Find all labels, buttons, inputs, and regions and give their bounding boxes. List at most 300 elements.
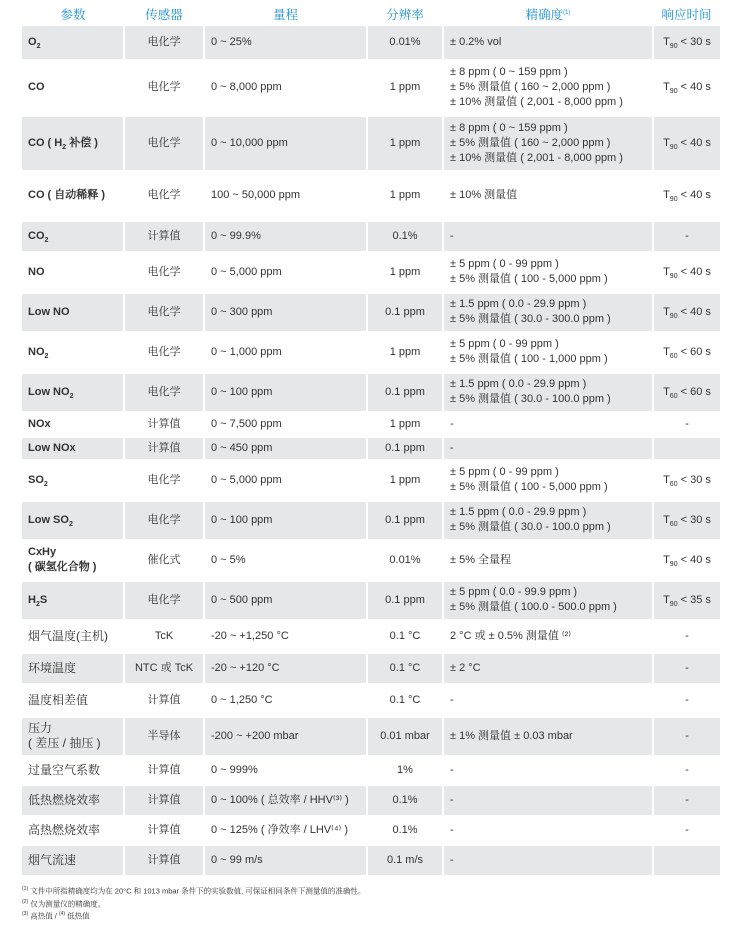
range-cell: 0 ~ 100 ppm [204,372,367,412]
response-symbol: - [685,229,689,242]
accuracy-line: ± 5 ppm ( 0 - 99 ppm ) [450,338,559,350]
accuracy-line: ± 10% 测量值 ( 2,001 - 8,000 ppm ) [450,96,623,108]
accuracy-cell [443,684,653,716]
response-symbol: - [685,417,689,430]
footnote-text: 文件中所指精确度均为在 20°C 和 1013 mbar 条件下的实验数值, 可保证相同条件下测量值的准确性。 [28,886,366,896]
param-cell [22,26,124,60]
sensor-cell: 计算值 [124,784,204,816]
param-main: SO [28,473,44,486]
accuracy-cell [443,784,653,816]
resolution-cell: 1 ppm [367,332,443,372]
table-row-excess-air [22,756,720,784]
param-main: O [28,35,37,48]
response-subscript: 90 [669,196,678,203]
response-subscript: 90 [669,272,678,280]
table-row-co [22,60,720,115]
response-cell [653,115,720,171]
response-symbol: - [685,823,689,836]
param-main: Low NOx [28,441,76,454]
sensor-cell: 电化学 [124,372,204,412]
param-subscript: 2 [69,392,74,400]
range-cell: 0 ~ 1,000 ppm [204,332,367,372]
response-symbol: T [663,189,670,201]
response-subscript: 90 [669,42,678,50]
response-symbol: T [663,35,670,48]
range-cell: 0 ~ 450 ppm [204,436,367,460]
param-subscript: 2 [68,520,73,528]
range-cell: 0 ~ 1,250 °C [204,684,367,716]
param-name [28,823,117,838]
param-note: ( 差压 / 抽压 ) [28,736,101,750]
param-subscript: 2 [44,352,49,360]
param-cell [22,652,124,684]
table-row-nox [22,412,720,436]
param-cell [22,620,124,652]
accuracy-cell [443,220,653,252]
accuracy-cell [443,436,653,460]
param-subscript: 2 [43,480,48,488]
accuracy-line: 2 °C 或 ± 0.5% 测量值 ⁽²⁾ [450,629,571,642]
footnote-2 [22,897,722,910]
param-cell [22,500,124,540]
table-row-flue-temp [22,620,720,652]
param-name [28,853,117,868]
resolution-cell: 1 ppm [367,460,443,500]
response-cell [653,292,720,332]
response-symbol: - [685,793,689,806]
resolution-cell: 0.1 °C [367,684,443,716]
param-subscript: 2 [36,42,41,50]
param-name [28,693,117,708]
response-subscript: 90 [669,600,678,608]
sensor-cell: 电化学 [124,580,204,620]
response-symbol: - [685,629,689,642]
param-main: NO [28,265,45,278]
resolution-cell: 1 ppm [367,412,443,436]
accuracy-line: - [450,793,454,806]
accuracy-cell [443,580,653,620]
param-suffix: S [39,593,48,606]
range-cell: -20 ~ +1,250 °C [204,620,367,652]
response-cell [653,816,720,844]
param-cell [22,784,124,816]
accuracy-line: ± 8 ppm ( 0 ~ 159 ppm ) [450,121,568,134]
param-cell [22,60,124,115]
param-name [28,721,117,736]
accuracy-cell [443,332,653,372]
resolution-cell: 1 ppm [367,115,443,171]
param-cell [22,844,124,876]
response-cell [653,716,720,756]
param-cell [22,580,124,620]
param-name [28,417,117,432]
accuracy-line: - [450,853,454,866]
response-cell [653,540,720,580]
table-header-row [22,4,720,26]
accuracy-cell [443,460,653,500]
param-main: Low NO [28,385,70,398]
range-cell: 0 ~ 100% ( 总效率 / HHV⁽³⁾ ) [204,784,367,816]
accuracy-line: ± 1.5 ppm ( 0.0 - 29.9 ppm ) [450,506,587,518]
sensor-cell: 电化学 [124,292,204,332]
table-row-low-nox [22,436,720,460]
param-main: 温度相差值 [28,692,89,707]
param-cell [22,816,124,844]
param-note: ( 碳氢化合物 ) [28,561,97,573]
param-subscript: 2 [62,143,67,151]
range-cell: 0 ~ 125% ( 净效率 / LHV⁽⁴⁾ ) [204,816,367,844]
header-accuracy-label: 精确度 [525,8,564,23]
table-row-high-eff [22,816,720,844]
sensor-cell: 电化学 [124,115,204,171]
resolution-cell: 0.1 ppm [367,500,443,540]
range-cell: 0 ~ 8,000 ppm [204,60,367,115]
sensor-cell: 计算值 [124,220,204,252]
param-main: NO [28,345,45,358]
accuracy-line: - [450,763,454,776]
response-cell [653,412,720,436]
param-name [28,265,117,280]
sensor-cell: 电化学 [124,171,204,220]
response-value: < 40 s [677,81,711,93]
response-cell [653,580,720,620]
response-subscript: 60 [669,480,678,488]
param-cell [22,460,124,500]
accuracy-line: ± 10% 测量值 [450,189,518,201]
table-row-co-h2 [22,115,720,171]
param-main: CO ( 自动稀释 ) [28,189,105,201]
param-cell [22,115,124,171]
response-subscript: 90 [669,143,678,151]
resolution-cell: 0.1 °C [367,652,443,684]
footnote-1 [22,884,722,897]
resolution-cell: 0.1 ppm [367,436,443,460]
param-name [28,473,117,488]
param-name [28,441,117,456]
table-row-co2 [22,220,720,252]
param-cell [22,716,124,756]
response-cell [653,252,720,292]
table-row-low-no [22,292,720,332]
resolution-cell: 1 ppm [367,60,443,115]
resolution-cell: 0.01% [367,26,443,60]
param-cell [22,252,124,292]
accuracy-cell [443,500,653,540]
accuracy-line: ± 1.5 ppm ( 0.0 - 29.9 ppm ) [450,298,587,310]
range-cell: 0 ~ 99 m/s [204,844,367,876]
sensor-cell: 催化式 [124,540,204,580]
footnote-mark: (2) [22,898,29,905]
response-subscript: 90 [669,560,678,568]
param-cell [22,412,124,436]
accuracy-cell [443,171,653,220]
accuracy-line: ± 10% 测量值 ( 2,001 - 8,000 ppm ) [450,151,623,164]
resolution-cell: 0.1 m/s [367,844,443,876]
resolution-cell: 0.1 ppm [367,580,443,620]
table-row-ambient-temp [22,652,720,684]
response-subscript: 60 [669,352,678,360]
response-symbol: T [663,81,670,93]
accuracy-line: ± 5 ppm ( 0.0 - 99.9 ppm ) [450,586,578,598]
param-main: Low SO [28,513,69,526]
accuracy-line: ± 8 ppm ( 0 ~ 159 ppm ) [450,66,568,78]
response-symbol: T [663,136,670,149]
param-main: 高热燃烧效率 [28,822,101,837]
range-cell: 0 ~ 5% [204,540,367,580]
param-name [28,629,117,644]
response-symbol: T [663,553,670,566]
param-cell [22,436,124,460]
accuracy-cell [443,60,653,115]
response-symbol: T [663,385,670,398]
accuracy-cell [443,252,653,292]
param-name [28,593,117,608]
response-value: < 40 s [677,305,711,318]
sensor-cell: NTC 或 TcK [124,652,204,684]
sensor-cell: TcK [124,620,204,652]
range-cell: -20 ~ +120 °C [204,652,367,684]
param-name [28,793,117,808]
resolution-cell: 1% [367,756,443,784]
response-subscript: 90 [669,88,678,95]
accuracy-line: ± 5 ppm ( 0 - 99 ppm ) [450,258,559,270]
response-value: < 60 s [677,385,711,398]
sensor-cell: 半导体 [124,716,204,756]
resolution-cell: 1 ppm [367,252,443,292]
accuracy-cell [443,412,653,436]
header-response: 响应时间 [661,7,712,22]
param-main: 环境温度 [28,660,77,675]
accuracy-line: ± 5% 测量值 ( 30.0 - 100.0 ppm ) [450,521,611,533]
response-cell [653,784,720,816]
footnote-3 [22,909,722,922]
response-symbol: - [685,661,689,674]
header-sensor: 传感器 [145,7,183,22]
accuracy-cell [443,716,653,756]
accuracy-line: - [450,417,454,430]
param-main: 压力 [28,721,53,735]
header-param: 参数 [60,7,86,22]
param-subscript: 2 [35,600,40,608]
param-suffix: 补偿 ) [66,136,98,149]
accuracy-cell [443,372,653,412]
resolution-cell: 0.1% [367,220,443,252]
param-main: 烟气流速 [28,852,77,867]
response-value: < 30 s [677,513,711,526]
header-range: 量程 [272,7,298,22]
response-cell [653,436,720,460]
footnote-mark: (1) [22,886,29,892]
range-cell: 0 ~ 10,000 ppm [204,115,367,171]
param-main: 过量空气系数 [28,762,101,777]
accuracy-cell [443,292,653,332]
response-value: < 60 s [677,345,711,358]
response-symbol: T [663,513,670,526]
accuracy-line: ± 5% 测量值 ( 100 - 1,000 ppm ) [450,353,608,365]
param-cell [22,540,124,580]
response-value: < 40 s [677,553,711,566]
sensor-cell: 电化学 [124,252,204,292]
accuracy-line: ± 5% 测量值 ( 100.0 - 500.0 ppm ) [450,601,617,613]
accuracy-cell [443,115,653,171]
range-cell: 0 ~ 25% [204,26,367,60]
accuracy-line: ± 5% 测量值 ( 160 ~ 2,000 ppm ) [450,136,611,149]
response-subscript: 60 [669,392,678,400]
param-name [28,345,117,360]
accuracy-line: ± 0.2% vol [450,35,502,48]
param-name [28,513,117,528]
footnotes [22,884,722,922]
resolution-cell: 0.1 °C [367,620,443,652]
footnote-mark: (4) [58,911,66,917]
param-main: Low NO [28,305,70,318]
response-subscript: 60 [669,520,678,528]
param-name [28,763,117,778]
accuracy-cell [443,26,653,60]
range-cell: -200 ~ +200 mbar [204,716,367,756]
sensor-cell: 计算值 [124,412,204,436]
accuracy-cell [443,620,653,652]
range-cell: 0 ~ 100 ppm [204,500,367,540]
resolution-cell: 0.01% [367,540,443,580]
header-accuracy-note: (1) [563,10,571,17]
param-cell [22,756,124,784]
accuracy-line: ± 5% 全量程 [450,553,512,566]
accuracy-line: - [450,229,454,242]
response-cell [653,220,720,252]
table-row-o2 [22,26,720,60]
accuracy-line: - [450,823,454,836]
response-value: < 40 s [677,136,711,149]
range-cell: 0 ~ 500 ppm [204,580,367,620]
resolution-cell: 0.1% [367,784,443,816]
response-symbol: - [685,693,689,706]
response-cell [653,372,720,412]
response-value: < 35 s [677,593,711,606]
spec-table [22,4,720,878]
response-cell [653,60,720,115]
footnote-mark: (3) [22,911,29,917]
table-row-pressure [22,716,720,756]
accuracy-cell [443,844,653,876]
accuracy-line: ± 5% 测量值 ( 30.0 - 100.0 ppm ) [450,393,611,405]
table-row-so2 [22,460,720,500]
response-symbol: T [663,345,670,358]
sensor-cell: 计算值 [124,684,204,716]
table-row-low-no2 [22,372,720,412]
header-resolution: 分辨率 [386,7,424,22]
response-cell [653,171,720,220]
response-symbol: - [685,763,689,776]
accuracy-line: - [450,441,454,454]
table-body [22,26,720,876]
param-name [28,385,117,400]
response-cell [653,26,720,60]
param-name [28,661,117,676]
table-row-no [22,252,720,292]
param-cell [22,220,124,252]
response-value: < 30 s [677,35,711,48]
accuracy-line: ± 5% 测量值 ( 100 - 5,000 ppm ) [450,273,608,285]
response-cell [653,684,720,716]
accuracy-line: ± 5 ppm ( 0 - 99 ppm ) [450,466,559,478]
header-accuracy [443,4,653,26]
range-cell: 0 ~ 300 ppm [204,292,367,332]
response-symbol: T [663,473,670,486]
resolution-cell: 0.1 ppm [367,292,443,332]
range-cell: 0 ~ 5,000 ppm [204,252,367,292]
response-cell [653,756,720,784]
accuracy-line: ± 5% 测量值 ( 160 ~ 2,000 ppm ) [450,81,611,93]
resolution-cell: 0.1 ppm [367,372,443,412]
footnote-text: 高热值 / [28,911,59,921]
response-cell [653,460,720,500]
response-symbol: T [663,593,670,606]
footnote-text: 低热值 [65,911,90,921]
param-name [28,35,117,50]
response-value: < 40 s [677,189,711,201]
response-symbol: T [663,265,670,278]
sensor-cell: 电化学 [124,460,204,500]
param-cell [22,372,124,412]
accuracy-line: ± 5% 测量值 ( 100 - 5,000 ppm ) [450,481,608,493]
param-cell [22,684,124,716]
resolution-cell: 0.01 mbar [367,716,443,756]
footnote-text: 仅为测量仪的精确度。 [28,899,106,908]
range-cell: 0 ~ 7,500 ppm [204,412,367,436]
param-main: 低热燃烧效率 [28,792,101,807]
table-row-temp-diff [22,684,720,716]
resolution-cell: 1 ppm [367,171,443,220]
sensor-cell: 电化学 [124,500,204,540]
param-name [28,545,117,560]
accuracy-line: ± 1% 测量值 ± 0.03 mbar [450,729,573,742]
table-row-no2 [22,332,720,372]
response-cell [653,844,720,876]
table-row-low-eff [22,784,720,816]
sensor-cell: 计算值 [124,844,204,876]
param-cell [22,332,124,372]
response-value: < 30 s [677,473,711,486]
response-symbol: T [663,305,670,318]
param-cell [22,171,124,220]
accuracy-line: ± 1.5 ppm ( 0.0 - 29.9 ppm ) [450,378,587,390]
range-cell: 0 ~ 999% [204,756,367,784]
param-main: NOx [28,417,51,430]
range-cell: 0 ~ 99.9% [204,220,367,252]
param-main: H [28,593,36,606]
accuracy-cell [443,540,653,580]
param-main: 烟气温度(主机) [28,628,108,643]
sensor-cell: 电化学 [124,26,204,60]
accuracy-line: - [450,693,454,706]
accuracy-line: ± 2 °C [450,661,481,674]
response-cell [653,652,720,684]
accuracy-line: ± 5% 测量值 ( 30.0 - 300.0 ppm ) [450,313,611,325]
response-value: < 40 s [677,265,711,278]
param-main: CxHy [28,546,57,558]
table-row-co-dilution [22,171,720,220]
table-row-flue-flow [22,844,720,876]
response-cell [653,332,720,372]
param-name [28,305,117,320]
table-row-low-so2 [22,500,720,540]
table-row-h2s [22,580,720,620]
range-cell: 0 ~ 5,000 ppm [204,460,367,500]
param-main: CO ( H [28,136,63,149]
param-subscript: 2 [44,236,49,244]
sensor-cell: 计算值 [124,756,204,784]
